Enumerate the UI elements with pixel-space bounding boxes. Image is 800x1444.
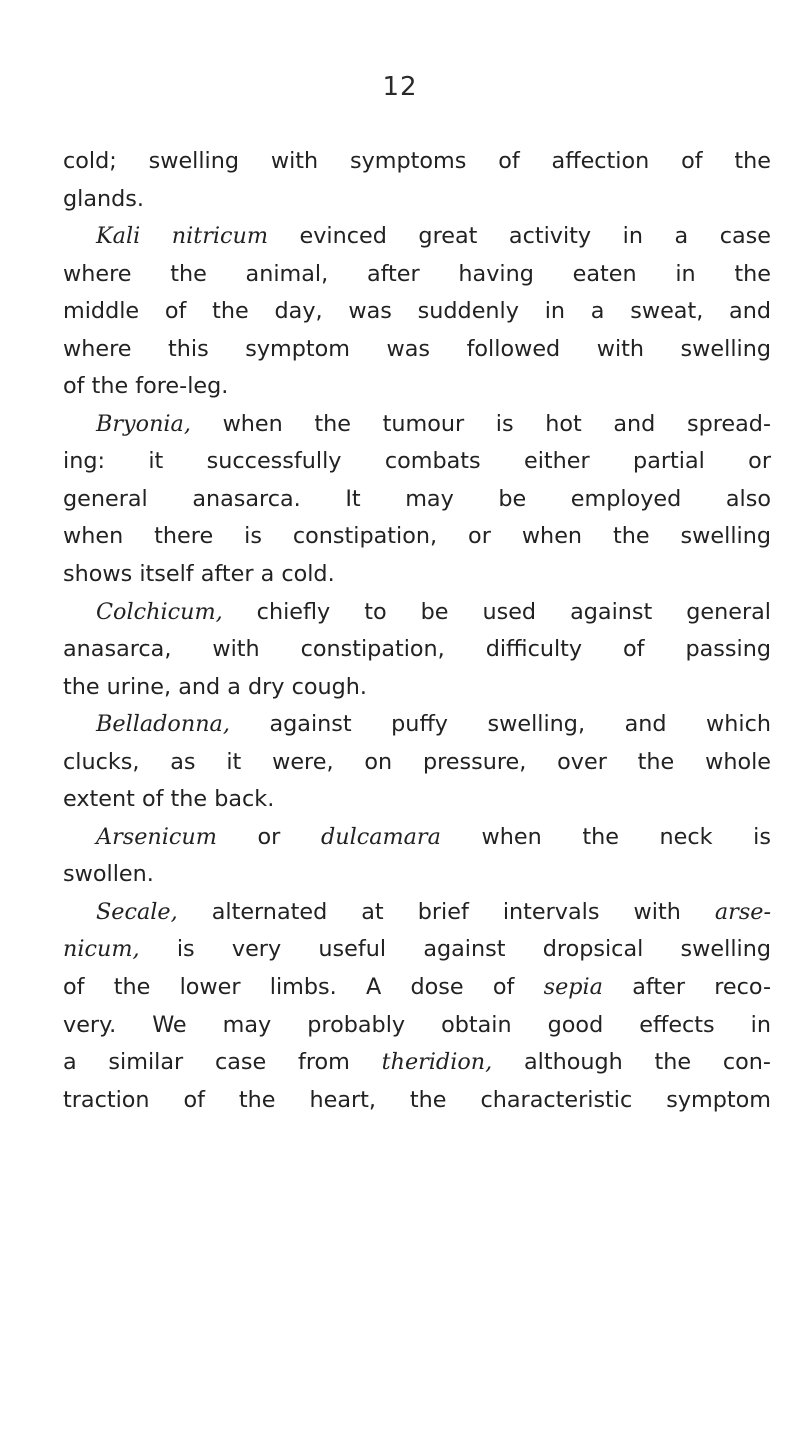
text-run: is very useful against dropsical swelling <box>139 936 771 963</box>
text-run: although the con- <box>492 1049 771 1076</box>
text-line <box>63 819 771 857</box>
text-line <box>63 594 771 632</box>
text-run: when there is constipation, or when the swelling <box>63 523 771 550</box>
body-text <box>63 143 771 1119</box>
remedy-name: Kali nitricum <box>96 223 268 250</box>
remedy-name: nicum, <box>63 936 140 963</box>
text-run: general anasarca. It may be employed also <box>63 485 771 512</box>
text-run: very. We may probably obtain good effects in <box>63 1011 771 1038</box>
text-run: of the lower limbs. A dose of <box>63 974 544 1001</box>
remedy-name: Colchicum, <box>96 598 223 625</box>
text-run: a similar case from <box>63 1049 382 1076</box>
text-line <box>63 669 771 707</box>
text-run: clucks, as it were, on pressure, over the whole <box>63 748 771 775</box>
text-line <box>63 706 771 744</box>
remedy-name: Bryonia, <box>96 410 191 437</box>
page-number: 12 <box>382 72 418 102</box>
text-run: against puffy swelling, and which <box>229 711 771 738</box>
text-line <box>63 856 771 894</box>
text-line <box>63 631 771 669</box>
remedy-name: dulcamara <box>320 823 441 850</box>
remedy-name: Belladonna, <box>96 711 230 738</box>
text-line <box>63 781 771 819</box>
text-line <box>63 181 771 219</box>
text-line <box>63 969 771 1007</box>
text-run: when the tumour is hot and spread- <box>190 410 771 437</box>
text-line <box>63 406 771 444</box>
text-line <box>63 368 771 406</box>
text-run: traction of the heart, the characteristic symptom <box>63 1086 771 1113</box>
remedy-name: sepia <box>543 974 603 1001</box>
text-run: cold; swelling with symptoms of affection of the <box>63 148 771 174</box>
text-run: evinced great activity in a case <box>267 223 771 250</box>
text-run: where this symptom was followed with swelling <box>63 335 771 362</box>
text-line <box>63 931 771 969</box>
text-line <box>63 443 771 481</box>
text-run: the urine, and a dry cough. <box>63 673 367 700</box>
text-run: anasarca, with constipation, difficulty of passing <box>63 636 771 663</box>
text-line <box>63 1082 771 1120</box>
text-run: shows itself after a cold. <box>63 561 335 588</box>
text-line <box>63 1007 771 1045</box>
text-run: swollen. <box>63 861 154 888</box>
text-run: where the animal, after having eaten in the <box>63 260 771 287</box>
text-run: ing: it successfully combats either partial or <box>63 448 771 475</box>
remedy-name: Arsenicum <box>96 823 217 850</box>
text-run: when the neck is <box>440 823 771 850</box>
text-line <box>63 218 771 256</box>
remedy-name: theridion, <box>381 1049 493 1076</box>
text-line <box>63 556 771 594</box>
text-line <box>63 894 771 932</box>
text-line <box>63 744 771 782</box>
text-run: middle of the day, was suddenly in a sweat, and <box>63 298 771 325</box>
remedy-name: Secale, <box>96 898 178 925</box>
text-line <box>63 331 771 369</box>
text-run: glands. <box>63 185 145 212</box>
text-line <box>63 293 771 331</box>
text-run: or <box>216 823 321 850</box>
text-run: chiefly to be used against general <box>222 598 771 625</box>
text-run: alternated at brief intervals with <box>177 898 715 925</box>
text-line <box>63 256 771 294</box>
text-run: extent of the back. <box>63 786 275 813</box>
remedy-name: arse- <box>714 898 771 925</box>
text-run: after reco- <box>602 974 771 1001</box>
text-line <box>63 1044 771 1082</box>
text-run: of the fore-leg. <box>63 373 229 400</box>
text-line <box>63 518 771 556</box>
text-line <box>63 143 771 181</box>
text-line <box>63 481 771 519</box>
